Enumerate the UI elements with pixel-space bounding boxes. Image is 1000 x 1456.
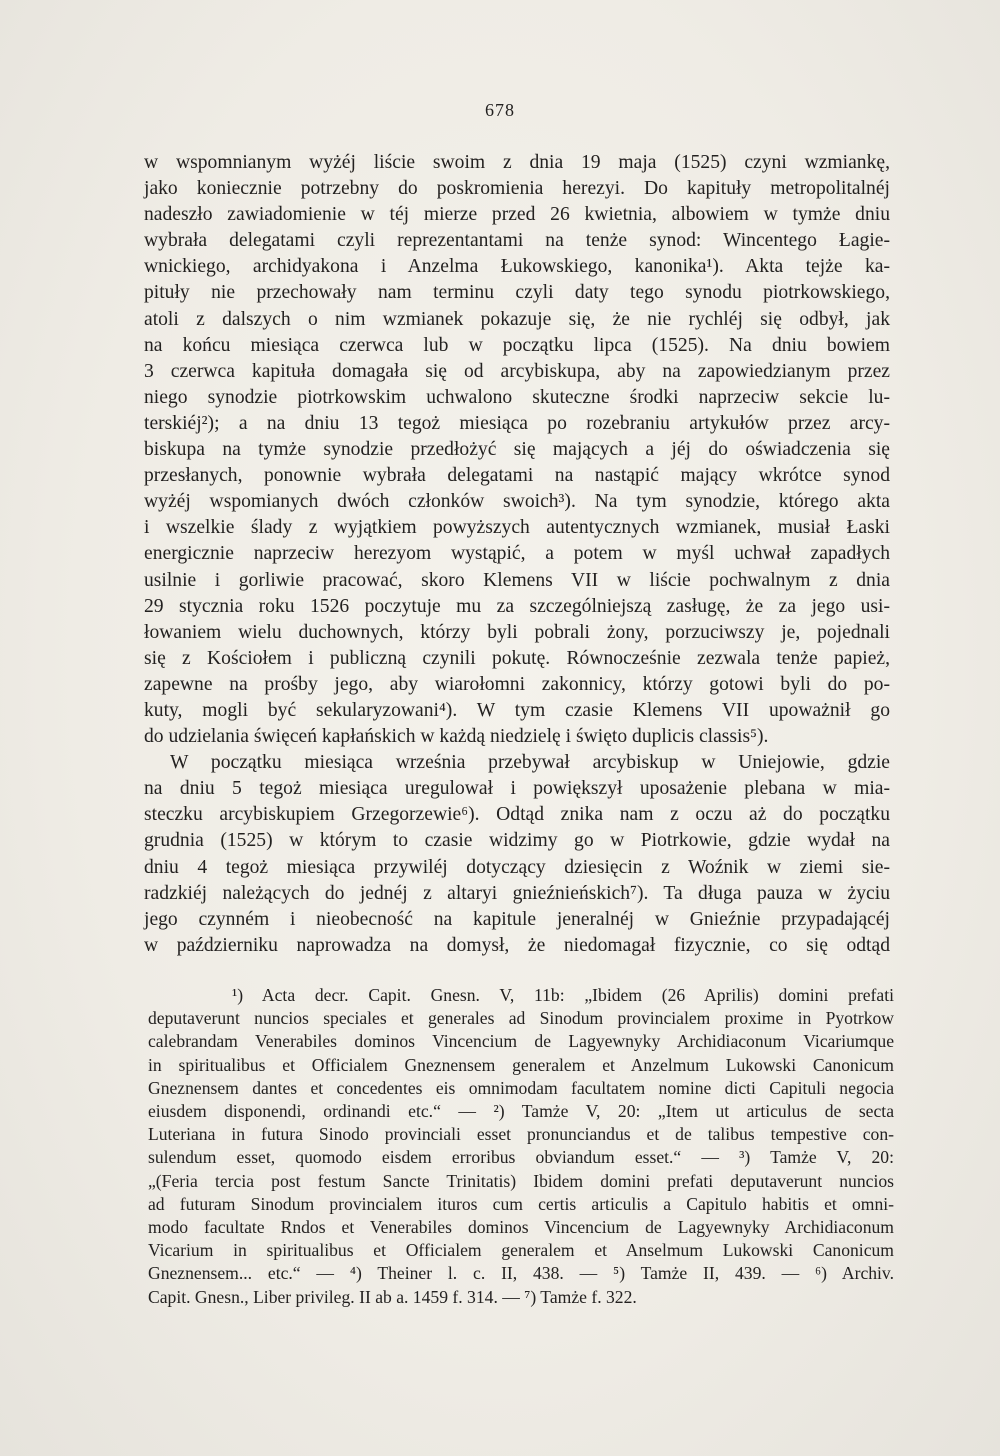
body-line: energicznie naprzeciw herezyom wystąpić, a potem w myśl uchwał zapadłych xyxy=(144,543,890,565)
footnote-line: ¹) Acta decr. Capit. Gnesn. V, 11b: „Ibidem (26 Aprilis) domini prefati xyxy=(232,985,894,1005)
body-line: jako koniecznie potrzebny do poskromienia herezyi. Do kapituły metropolitalnéj xyxy=(144,178,890,200)
page-number: 678 xyxy=(485,100,515,120)
body-line: wybrała delegatami czyli reprezentantami na tenże synod: Wincentego Łagie- xyxy=(144,230,890,252)
body-line: wnickiego, archidyakona i Anzelma Łukowskiego, kanonika¹). Akta tejże ka- xyxy=(144,256,890,278)
footnote-line: Luteriana in futura Sinodo provinciali esset pronunciandus et de talibus tempestive con- xyxy=(148,1124,894,1145)
body-line: w październiku naprowadza na domysł, że niedomagał fizycznie, co się odtąd xyxy=(144,934,890,956)
body-line: W początku miesiąca września przebywał arcybiskup w Uniejowie, gdzie xyxy=(170,752,890,774)
body-line: kuty, mogli być sekularyzowani⁴). W tym czasie Klemens VII upoważnił go xyxy=(144,699,890,721)
body-line: na końcu miesiąca czerwca lub w początku lipca (1525). Na dniu bowiem xyxy=(144,334,890,356)
body-line: 29 stycznia roku 1526 poczytuje mu za szczególniejszą zasługę, że za jego usi- xyxy=(144,595,890,617)
footnote-line: ad futuram Sinodum provincialem ituros cum certis articulis a Capitulo habitis et omni- xyxy=(148,1193,894,1214)
footnote-line: Gneznensem... etc.“ — ⁴) Theiner l. c. II, 438. — ⁵) Tamże II, 439. — ⁶) Archiv. xyxy=(148,1263,894,1284)
body-line: terskiéj²); a na dniu 13 tegoż miesiąca po rozebraniu artykułów przez arcy- xyxy=(144,412,890,434)
footnote-line: calebrandam Venerabiles dominos Vincencium de Lagyewnyky Archidiaconum Vicariumque xyxy=(148,1031,894,1052)
body-line: zapewne na prośby jego, aby wiarołomni zakonnicy, którzy gotowi byli do po- xyxy=(144,673,890,695)
footnote-line: deputaverunt nuncios speciales et generales ad Sinodum provincialem proxime in Pyotrkow xyxy=(148,1008,894,1029)
footnote-line: modo facultate Rndos et Venerabiles dominos Vincencium de Lagyewnyky Archidiaconum xyxy=(148,1217,894,1238)
body-line: radzkiéj należących do jednéj z altaryi gnieźnieńskich⁷). Ta długa pauza w życiu xyxy=(144,882,890,904)
body-line: pituły nie przechowały nam terminu czyli daty tego synodu piotrkowskiego, xyxy=(144,282,890,304)
body-line: i wszelkie ślady z wyjątkiem powyższych autentycznych wzmianek, musiał Łaski xyxy=(144,517,890,539)
footnote-line: in spiritualibus et Officialem Gneznensem generalem et Anzelmum Lukowski Canonicum xyxy=(148,1054,894,1075)
footnote-line: Gneznensem dantes et concedentes eis omnimodam facultatem nomine dicti Capituli negocia xyxy=(148,1077,894,1098)
body-line: łowaniem wielu duchownych, którzy byli pobrali żony, porzuciwszy je, pojednali xyxy=(144,621,890,643)
body-line: niego synodzie piotrkowskim uchwalono skuteczne środki naprzeciw sekcie lu- xyxy=(144,386,890,408)
footnote-line: Vicarium in spiritualibus et Officialem generalem et Anselmum Lukowski Canonicum xyxy=(148,1240,894,1261)
footnote-line: Capit. Gnesn., Liber privileg. II ab a. 1459 f. 314. — ⁷) Tamże f. 322. xyxy=(148,1286,637,1307)
footnote-line: „(Feria tercia post festum Sancte Trinitatis) Ibidem domini prefati deputaverunt nuncios xyxy=(148,1170,894,1191)
footnote-line: eiusdem disponendi, ordinandi etc.“ — ²) Tamże V, 20: „Item ut articulus de secta xyxy=(148,1101,894,1122)
body-line: steczku arcybiskupiem Grzegorzewie⁶). Odtąd znika nam z oczu aż do początku xyxy=(144,804,890,826)
body-line: grudnia (1525) w którym to czasie widzimy go w Piotrkowie, gdzie wydał na xyxy=(144,830,890,852)
body-line: nadeszło zawiadomienie w téj mierze przed 26 kwietnia, albowiem w tymże dniu xyxy=(144,204,890,226)
body-line: przesłanych, ponownie wybrała delegatami na nastąpić mający wkrótce synod xyxy=(144,465,890,487)
body-line: 3 czerwca kapituła domagała się od arcybiskupa, aby na zapowiedzianym przez xyxy=(144,360,890,382)
body-line: dniu 4 tegoż miesiąca przywiléj dotyczący dziesięcin z Woźnik w ziemi sie- xyxy=(144,856,890,878)
body-line: usilnie i gorliwie pracować, skoro Klemens VII w liście pochwalnym z dnia xyxy=(144,569,890,591)
body-line: jego czynném i nieobecność na kapitule jeneralnéj w Gnieźnie przypadającéj xyxy=(144,908,890,930)
body-text xyxy=(144,150,890,959)
body-line: atoli z dalszych o nim wzmianek pokazuje się, że nie rychléj się odbył, jak xyxy=(144,308,890,330)
body-line: do udzielania święceń kapłańskich w każdą niedzielę i święto duplicis classis⁵). xyxy=(144,726,769,748)
body-line: się z Kościołem i publiczną czynili pokutę. Równocześnie zezwala tenże papież, xyxy=(144,647,890,669)
body-line: wyżéj wspomianych dwóch członków swoich³). Na tym synodzie, którego akta xyxy=(144,491,890,513)
footnotes xyxy=(148,984,894,1309)
body-line: w wspomnianym wyżéj liście swoim z dnia 19 maja (1525) czyni wzmiankę, xyxy=(144,152,890,173)
footnote-line: sulendum esset, quomodo eisdem erroribus obviandum esset.“ — ³) Tamże V, 20: xyxy=(148,1147,894,1168)
body-line: na dniu 5 tegoż miesiąca uregulował i powiększył uposażenie plebana w mia- xyxy=(144,778,890,800)
body-line: biskupa na tymże synodzie przedłożyć się mających a jéj do oświadczenia się xyxy=(144,439,890,461)
